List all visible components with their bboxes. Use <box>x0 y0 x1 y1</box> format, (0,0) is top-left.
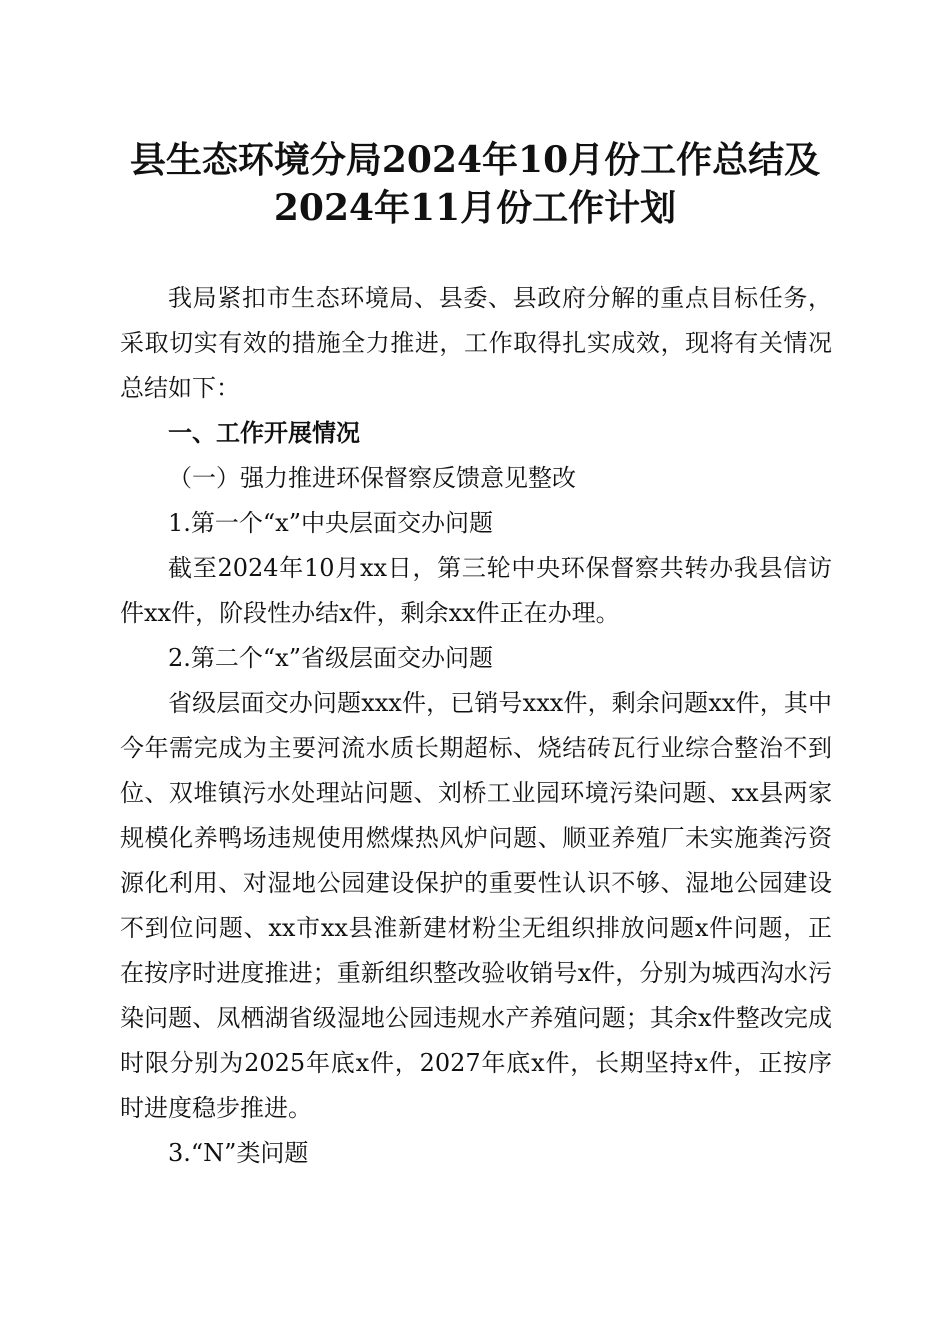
item-3-heading: 3.“N”类问题 <box>168 1139 309 1167</box>
item-1-heading: 1.第一个“x”中央层面交办问题 <box>168 509 493 537</box>
section-heading: 一、工作开展情况 <box>168 419 360 447</box>
document-title-line-2: 2024年11月份工作计划 <box>273 187 677 229</box>
item-2-heading: 2.第二个“x”省级层面交办问题 <box>168 644 493 672</box>
item-1-paragraph: 截至2024年10月xx日，第三轮中央环保督察共转办我县信访件xx件，阶段性办结x件，剩余xx件正在办理。 <box>120 554 832 627</box>
document-body <box>120 276 832 1176</box>
subsection-heading: （一）强力推进环保督察反馈意见整改 <box>168 464 576 492</box>
intro-paragraph: 我局紧扣市生态环境局、县委、县政府分解的重点目标任务，采取切实有效的措施全力推进，工作取得扎实成效，现将有关情况总结如下： <box>120 284 832 402</box>
item-2-paragraph: 省级层面交办问题xxx件，已销号xxx件，剩余问题xx件，其中今年需完成为主要河流水质长期超标、烧结砖瓦行业综合整治不到位、双堆镇污水处理站问题、刘桥工业园环境污染问题、xx县两家规模化养鸭场违规使用燃煤热风炉问题、顺亚养殖厂未实施粪污资源化利用、对湿地公园建设保护的重要性认识不够、湿地公园建设不到位问题、xx市xx县淮新建材粉尘无组织排放问题x件问题，正在按序时进度推进；重新组织整改验收销号x件，分别为城西沟水污染问题、凤栖湖省级湿地公园违规水产养殖问题；其余x件整改完成时限分别为2025年底x件，2027年底x件，长期坚持x件，正按序时进度稳步推进。 <box>120 689 832 1122</box>
document-title-line-1: 县生态环境分局2024年10月份工作总结及 <box>129 139 821 181</box>
